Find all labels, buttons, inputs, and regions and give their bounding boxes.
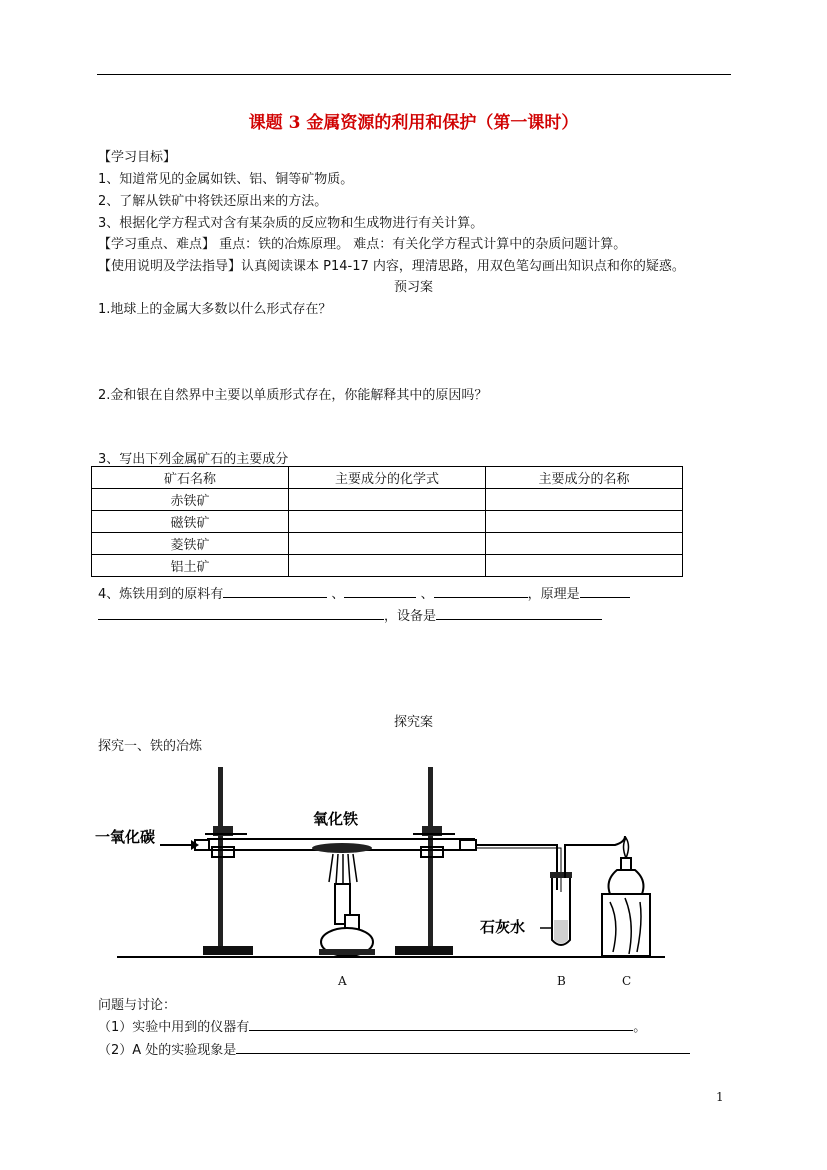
preview-header: 预习案	[393, 280, 433, 295]
answer-blank[interactable]	[236, 1039, 690, 1054]
table-row	[92, 511, 683, 533]
objective-3: 3、根据化学方程式对含有某杂质的反应物和生成物进行有关计算。	[98, 216, 484, 231]
answer-blank[interactable]	[434, 583, 528, 598]
table-header-row	[92, 467, 683, 489]
q4-sep: 、	[420, 587, 434, 602]
right-iron-stand	[395, 767, 455, 955]
d2-prefix: （2）A 处的实验现象是	[98, 1043, 237, 1058]
iron-oxide-powder	[312, 843, 372, 853]
question-4	[98, 583, 630, 602]
ore-name: 菱铁矿	[92, 533, 289, 555]
q4-principle: ，原理是	[527, 587, 580, 602]
objective-1: 1、知道常见的金属如铁、铝、铜等矿物质。	[98, 172, 354, 187]
component-name-cell[interactable]	[486, 533, 683, 555]
left-iron-stand	[203, 767, 253, 955]
gas-inlet-arrow	[160, 840, 199, 850]
question-1: 1.地球上的金属大多数以什么形式存在？	[98, 302, 332, 317]
answer-blank[interactable]	[98, 605, 384, 620]
discussion-1	[98, 1016, 646, 1035]
header-rule	[97, 74, 731, 75]
limewater-label: 石灰水	[480, 918, 526, 936]
question-3: 3、写出下列金属矿石的主要成分	[98, 452, 289, 467]
question-2: 2.金和银在自然界中主要以单质形式存在，你能解释其中的原因吗？	[98, 388, 488, 403]
ore-name: 磁铁矿	[92, 511, 289, 533]
formula-cell[interactable]	[289, 489, 486, 511]
q4-prefix: 4、炼铁用到的原料有	[98, 587, 224, 602]
formula-cell[interactable]	[289, 533, 486, 555]
objective-2: 2、了解从铁矿中将铁还原出来的方法。	[98, 194, 328, 209]
alcohol-burner-icon	[319, 884, 375, 956]
answer-blank[interactable]	[223, 583, 327, 598]
table-header: 主要成分的名称	[486, 467, 683, 489]
table-row	[92, 533, 683, 555]
ore-name: 赤铁矿	[92, 489, 289, 511]
answer-blank[interactable]	[436, 605, 602, 620]
component-name-cell[interactable]	[486, 489, 683, 511]
answer-blank[interactable]	[249, 1016, 633, 1031]
table-header: 主要成分的化学式	[289, 467, 486, 489]
ore-table	[91, 466, 683, 577]
co-label: 一氧化碳	[95, 828, 156, 846]
table-header: 矿石名称	[92, 467, 289, 489]
answer-blank[interactable]	[344, 583, 416, 598]
discussion-2	[98, 1039, 690, 1058]
answer-blank[interactable]	[580, 583, 630, 598]
iron-oxide-label: 氧化铁	[313, 810, 359, 828]
component-name-cell[interactable]	[486, 555, 683, 577]
objectives-header: 【学习目标】	[98, 150, 177, 165]
component-name-cell[interactable]	[486, 511, 683, 533]
formula-cell[interactable]	[289, 511, 486, 533]
d1-prefix: （1）实验中用到的仪器有	[98, 1020, 250, 1035]
outlet-tube	[475, 845, 557, 890]
flame-icon	[329, 854, 357, 885]
formula-cell[interactable]	[289, 555, 486, 577]
d1-suffix: 。	[633, 1020, 647, 1035]
explore-header: 探究案	[393, 715, 433, 730]
alcohol-lamp-icon	[602, 838, 650, 956]
discussion-header: 问题与讨论：	[98, 998, 177, 1013]
ore-name: 铝土矿	[92, 555, 289, 577]
explore-1-title: 探究一、铁的冶炼	[98, 739, 203, 754]
label-b: B	[557, 974, 566, 988]
table-row	[92, 489, 683, 511]
label-a: A	[338, 974, 347, 988]
page-number: 1	[716, 1090, 724, 1104]
table-row	[92, 555, 683, 577]
label-c: C	[622, 974, 632, 988]
key-points: 【学习重点、难点】 重点：铁的冶炼原理。 难点：有关化学方程式计算中的杂质问题计算。	[98, 237, 627, 252]
q4-equipment: ，设备是	[384, 609, 437, 624]
iron-smelting-apparatus-diagram	[95, 762, 665, 972]
q4-sep: 、	[331, 587, 345, 602]
page-title: 课题 3 金属资源的利用和保护（第一课时）	[248, 113, 579, 133]
question-4-cont	[98, 605, 602, 624]
instructions: 【使用说明及学法指导】认真阅读课本 P14-17 内容，理清思路，用双色笔勾画出知识点和你的疑惑。	[98, 259, 685, 274]
